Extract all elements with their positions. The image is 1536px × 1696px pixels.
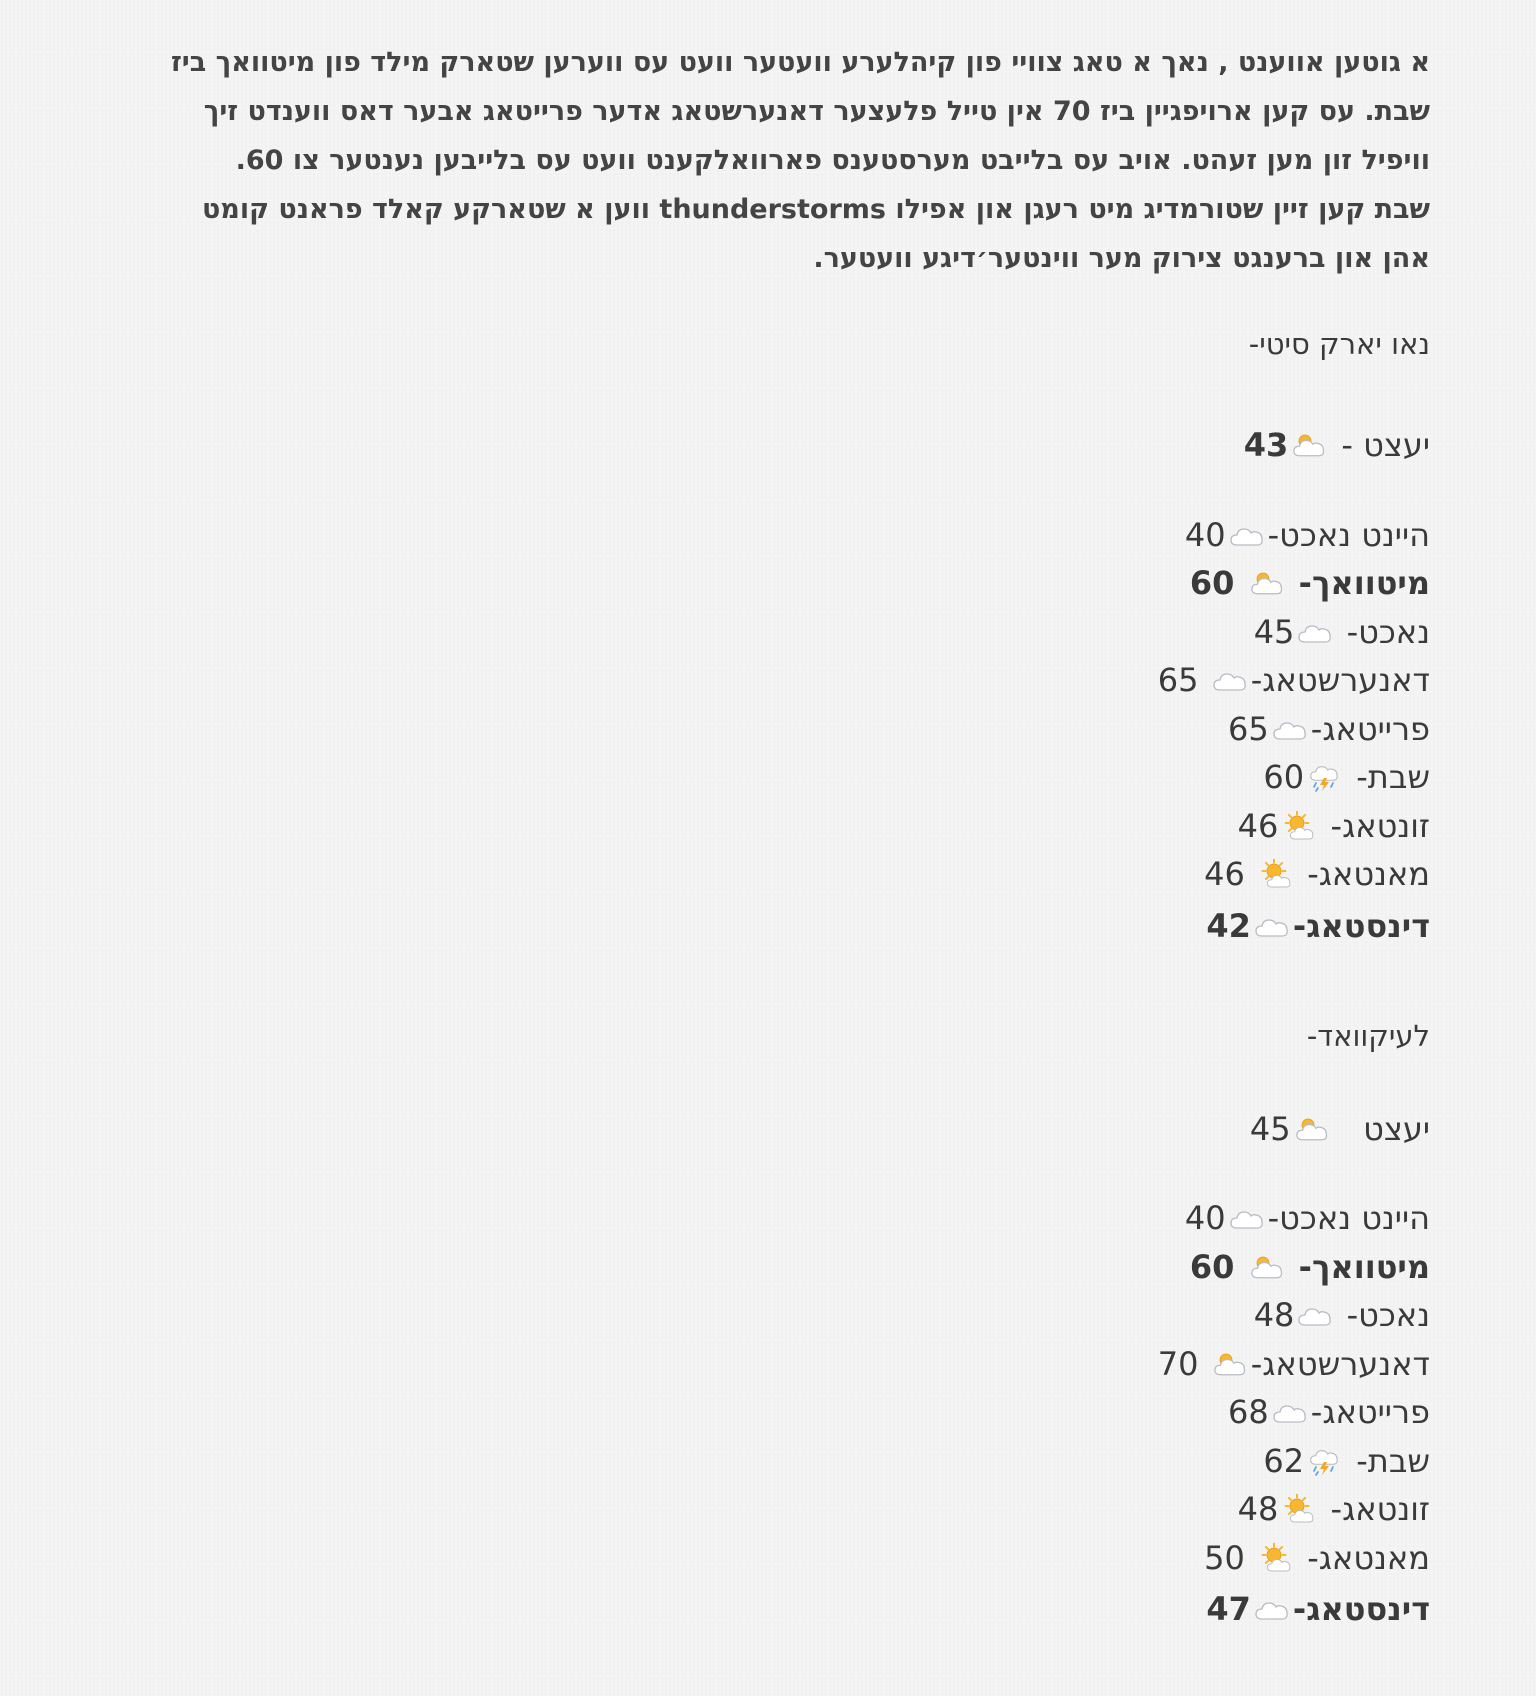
- forecast-row: [100, 559, 1430, 608]
- row-temperature: 48: [1237, 1490, 1279, 1528]
- row-label: מאנטאג-: [1307, 855, 1430, 893]
- row-label: דאנערשטאג-: [1250, 1344, 1430, 1383]
- forecast-row: [100, 608, 1430, 657]
- forecast-list: [100, 1194, 1430, 1636]
- forecast-row: [100, 705, 1430, 754]
- row-temperature: 46: [1204, 855, 1245, 893]
- sun-behind-cloud-icon: [1291, 430, 1327, 460]
- forecast-section-nyc: [100, 324, 1430, 953]
- row-label: היינט נאכט-: [1267, 515, 1430, 554]
- row-temperature: 42: [1206, 906, 1251, 945]
- spacer: [100, 470, 1430, 511]
- thunder-rain-cloud-icon: [1307, 762, 1343, 792]
- row-label: שבת-: [1356, 758, 1430, 796]
- row-label: שבת-: [1356, 1441, 1430, 1480]
- spacer: [100, 1056, 1430, 1105]
- row-label: דינסטאג-: [1292, 906, 1430, 945]
- row-temperature: 50: [1204, 1538, 1245, 1577]
- row-temperature: 65: [1157, 661, 1199, 699]
- spacer: [100, 283, 1430, 324]
- row-temperature: 65: [1228, 709, 1269, 748]
- forecast-row: [100, 1582, 1430, 1636]
- sun-behind-cloud-icon: [1294, 1114, 1330, 1144]
- cloud-icon: [1254, 911, 1290, 941]
- forecast-row: [100, 1340, 1430, 1389]
- intro-line: אהן און ברענגט צירוק מער ווינטער׳דיגע וועטער.: [813, 243, 1430, 274]
- row-temperature: 70: [1157, 1344, 1199, 1383]
- row-label: נאכט-: [1346, 612, 1430, 651]
- forecast-row: [100, 1534, 1430, 1583]
- row-label: יעצט: [1363, 1109, 1430, 1148]
- sun-small-cloud-icon: [1258, 859, 1294, 889]
- row-label: יעצט -: [1341, 426, 1430, 464]
- note-body: [100, 38, 1430, 1636]
- forecast-row: [100, 1437, 1430, 1486]
- sun-behind-cloud-icon: [1249, 568, 1285, 598]
- forecast-row: [100, 511, 1430, 560]
- forecast-list: [100, 511, 1430, 953]
- row-label: מיטוואך-: [1298, 1247, 1430, 1286]
- intro-line: וויפיל זון מען זעהט. אויב עס בלייבט מערסטענס פארוואלקענט וועט עס בלייבען נענטער צו 60.: [235, 145, 1430, 176]
- sun-small-cloud-icon: [1281, 811, 1317, 841]
- city-heading: לעיקוואד-: [1306, 1018, 1430, 1053]
- spacer: [100, 364, 1430, 421]
- row-label: זונטאג-: [1330, 806, 1430, 845]
- cloud-icon: [1229, 520, 1265, 550]
- row-temperature: 48: [1253, 1296, 1295, 1334]
- forecast-section-lakewood: [100, 1016, 1430, 1637]
- forecast-row: [100, 753, 1430, 802]
- row-label: פרייטאג-: [1310, 1393, 1430, 1431]
- forecast-row: [100, 656, 1430, 705]
- row-label: מיטוואך-: [1298, 564, 1430, 602]
- thunder-rain-cloud-icon: [1307, 1446, 1343, 1476]
- row-label: מאנטאג-: [1307, 1538, 1430, 1577]
- row-temperature: 60: [1189, 564, 1235, 602]
- intro-line: שבת קען זיין שטורמדיג מיט רעגן און אפילו thunderstorms ווען א שטארקע קאלד פראנט קומט: [201, 194, 1430, 225]
- row-label: זונטאג-: [1330, 1490, 1430, 1528]
- intro-line: א גוטען אווענט , נאך א טאג צוויי פון קיהלערע וועטער וועט עס ווערען שטארק מילד פון מיטוואך ביז: [170, 47, 1430, 78]
- cloud-icon: [1272, 714, 1308, 744]
- row-temperature: 62: [1263, 1441, 1305, 1480]
- intro-line: שבת. עס קען ארויפגיין ביז 70 אין טייל פלעצער דאנערשטאג אדער פרייטאג אבער דאס ווענדט זיך: [203, 96, 1430, 127]
- sun-behind-cloud-icon: [1212, 1349, 1248, 1379]
- row-temperature: 43: [1243, 426, 1289, 464]
- sun-small-cloud-icon: [1258, 1543, 1294, 1573]
- forecast-row: [100, 850, 1430, 899]
- row-temperature: 46: [1237, 806, 1279, 845]
- cloud-icon: [1212, 665, 1248, 695]
- row-temperature: 68: [1228, 1393, 1269, 1431]
- intro-paragraph: [100, 38, 1430, 283]
- forecast-row: [100, 1291, 1430, 1340]
- sun-behind-cloud-icon: [1249, 1252, 1285, 1282]
- row-label: דינסטאג-: [1292, 1590, 1430, 1628]
- row-temperature: 60: [1189, 1247, 1235, 1286]
- cloud-icon: [1229, 1203, 1265, 1233]
- row-label: דאנערשטאג-: [1250, 661, 1430, 699]
- cloud-icon: [1297, 1300, 1333, 1330]
- forecast-row: [100, 899, 1430, 953]
- current-conditions-row: [100, 1105, 1430, 1154]
- city-heading: נאו יארק סיטי-: [1248, 327, 1430, 361]
- row-temperature: 45: [1249, 1109, 1291, 1148]
- forecast-row: [100, 1485, 1430, 1534]
- row-label: נאכט-: [1346, 1296, 1430, 1334]
- cloud-icon: [1254, 1594, 1290, 1624]
- forecast-row: [100, 802, 1430, 851]
- row-label: פרייטאג-: [1310, 709, 1430, 748]
- row-temperature: 40: [1184, 515, 1226, 554]
- forecast-row: [100, 1194, 1430, 1243]
- cloud-icon: [1297, 617, 1333, 647]
- cloud-icon: [1272, 1397, 1308, 1427]
- forecast-row: [100, 1243, 1430, 1292]
- spacer: [100, 953, 1430, 1016]
- row-temperature: 40: [1184, 1199, 1226, 1237]
- spacer: [100, 1153, 1430, 1194]
- sun-small-cloud-icon: [1281, 1494, 1317, 1524]
- row-temperature: 60: [1263, 758, 1305, 796]
- forecast-row: [100, 1388, 1430, 1437]
- row-label: היינט נאכט-: [1267, 1199, 1430, 1237]
- current-conditions-row: [100, 421, 1430, 470]
- row-temperature: 47: [1206, 1590, 1251, 1628]
- row-temperature: 45: [1253, 612, 1295, 651]
